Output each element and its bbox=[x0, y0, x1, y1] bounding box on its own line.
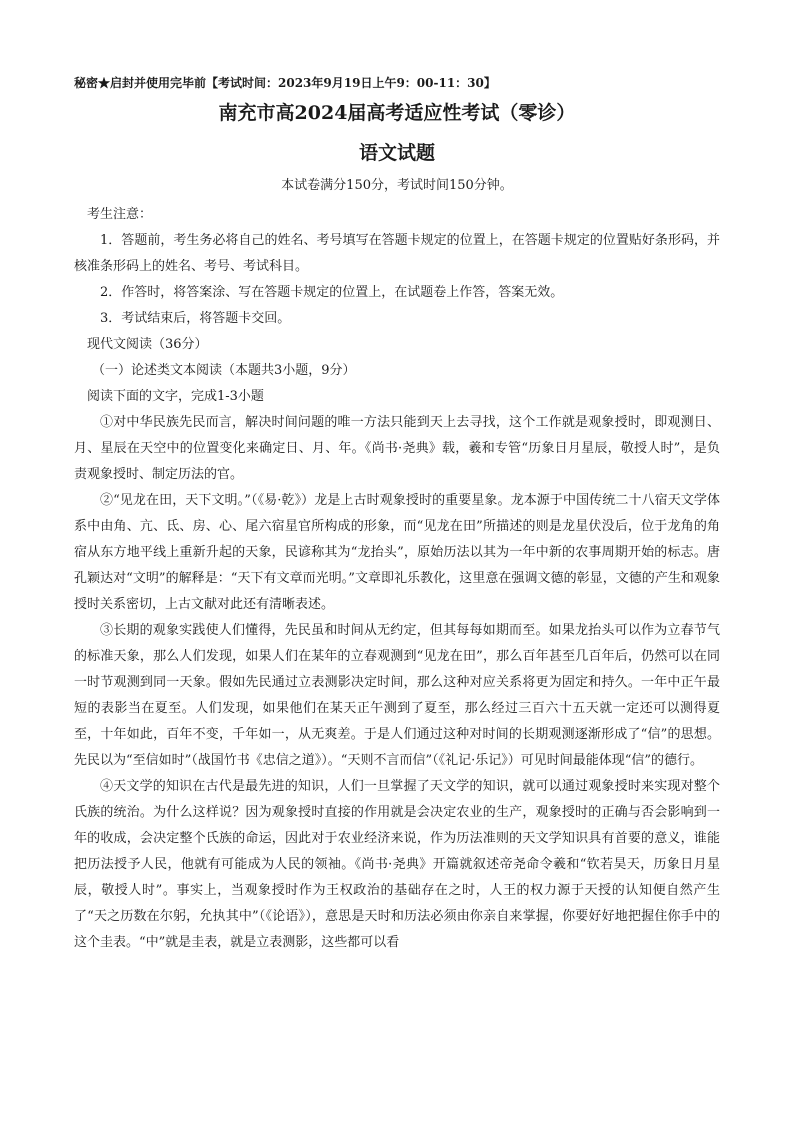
notice-heading: 考生注意： bbox=[87, 207, 153, 222]
notice-item-1: 1．答题前，考生务必将自己的姓名、考号填写在答题卡规定的位置上，在答题卡规定的位置贴好条形码，并核准条形码上的姓名、考号、考试科目。 bbox=[74, 233, 720, 274]
paragraph-1: ①对中华民族先民而言，解决时间问题的唯一方法只能到天上去寻找，这个工作就是观象授时，即观测日、月、星辰在天空中的位置变化来确定日、月、年。《尚书·尧典》载，羲和专管“历象日月星辰，敬授人时”，是负责观象授时、制定历法的官。 bbox=[74, 415, 720, 482]
secret-line: 秘密★启封并使用完毕前【考试时间：2023年9月19日上午9：00-11：30】 bbox=[74, 76, 496, 90]
section-subtitle: （一）论述类文本阅读（本题共3小题，9分） bbox=[92, 363, 356, 378]
paragraph-4: ④天文学的知识在古代是最先进的知识，人们一旦掌握了天文学的知识，就可以通过观象授时来实现对整个氏族的统治。为什么这样说？因为观象授时直接的作用就是会决定农业的生产，观象授时的正确与否会影响到一年的收成，会决定整个氏族的命运，因此对于农业经济来说，作为历法准则的天文学知识具有首要的意义，谁能把历法授予人民，他就有可能成为人民的领袖。《尚书·尧典》开篇就叙述帝尧命令羲和“钦若昊天，历象日月星辰，敬授人时”。事实上，当观象授时作为王权政治的基础存在之时，人王的权力源于天授的认知便自然产生了“天之历数在尔躬，允执其中”（《论语》），意思是天时和历法必须由你亲自来掌握，你要好好地把握住你手中的这个圭表。“中”就是圭表，就是立表测影，这些都可以看 bbox=[74, 779, 720, 950]
exam-title: 南充市高2024届高考适应性考试（零诊） bbox=[218, 102, 576, 124]
section-title: 现代文阅读（36分） bbox=[87, 337, 208, 352]
notice-item-3: 3．考试结束后，将答题卡交回。 bbox=[100, 311, 291, 326]
section-instruction: 阅读下面的文字，完成1-3小题 bbox=[87, 389, 264, 404]
notice-item-2: 2．作答时，将答案涂、写在答题卡规定的位置上，在试题卷上作答，答案无效。 bbox=[100, 285, 564, 300]
paragraph-2: ②“见龙在田，天下文明。”（《易·乾》）龙是上古时观象授时的重要星象。龙本源于中国传统二十八宿天文学体系中由角、亢、氐、房、心、尾六宿星官所构成的形象，而“见龙在田”所描述的则是龙星伏没后，位于龙角的角宿从东方地平线上重新升起的天象，民谚称其为“龙抬头”，原始历法以其为一年中新的农事周期开始的标志。唐孔颖达对“文明”的解释是：“天下有文章而光明。”文章即礼乐教化，这里意在强调文德的彰显，文德的产生和观象授时关系密切，上古文献对此还有清晰表述。 bbox=[74, 493, 720, 612]
exam-subtitle: 语文试题 bbox=[358, 142, 435, 164]
paragraph-3: ③长期的观象实践使人们懂得，先民虽和时间从无约定，但其每每如期而至。如果龙抬头可以作为立春节气的标准天象，那么人们发现，如果人们在某年的立春观测到“见龙在田”，那么百年甚至几百年后，仍然可以在同一时节观测到同一天象。假如先民通过立表测影决定时间，那么这种对应关系将更为固定和持久。一年中正午最短的表影当在夏至。人们发现，如果他们在某天正午测到了夏至，那么经过三百六十五天就一定还可以测得夏至，十年如此，百年不变，千年如一，从无爽差。于是人们通过这种对时间的长期观测逐渐形成了“信”的思想。先民以为“至信如时”（战国竹书《忠信之道》）。“天则不言而信”（《礼记·乐记》）可见时间最能体现“信”的德行。 bbox=[74, 623, 720, 768]
exam-meta: 本试卷满分150分，考试时间150分钟。 bbox=[281, 178, 513, 193]
